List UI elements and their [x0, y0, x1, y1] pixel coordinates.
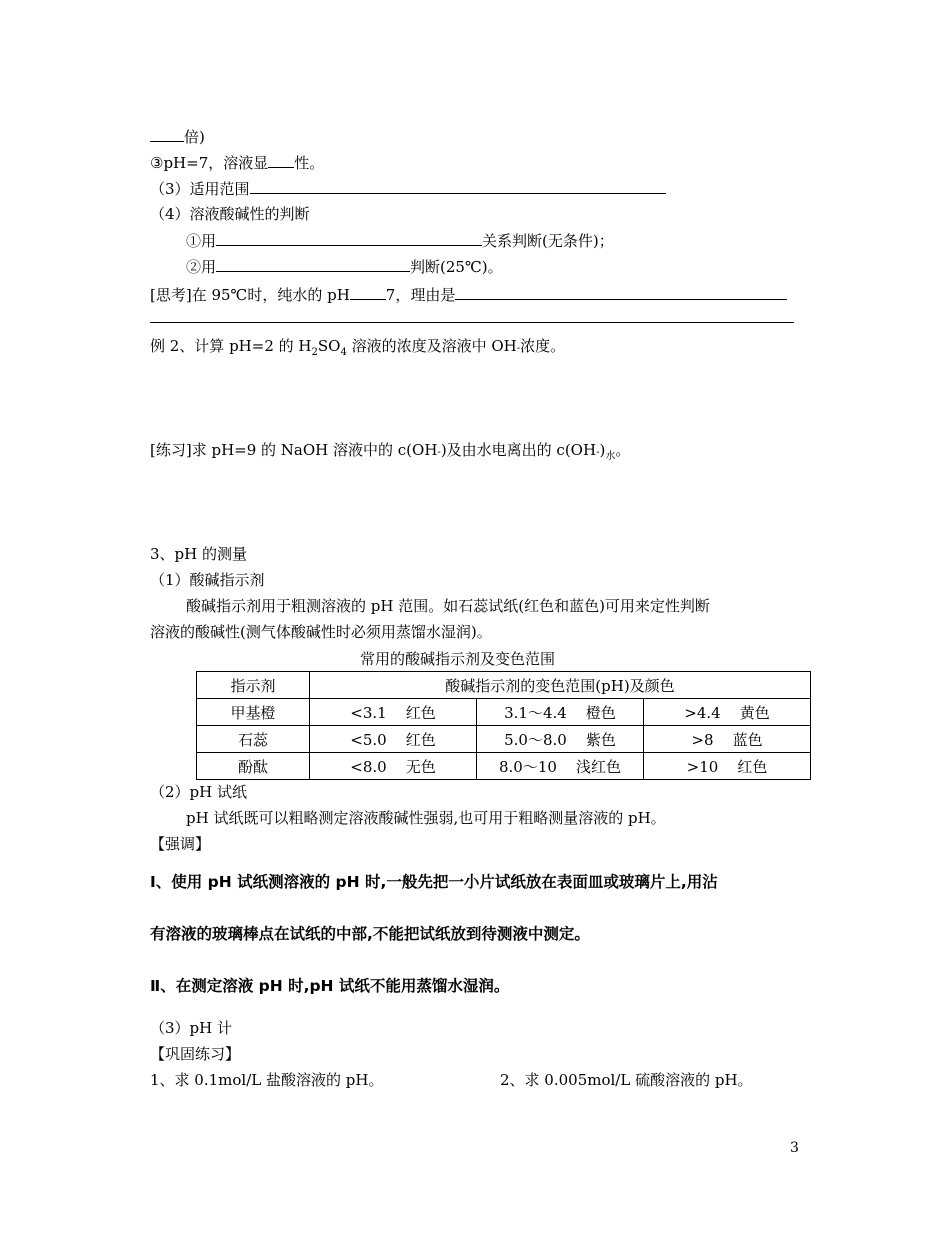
- section-3-heading: 3、pH 的测量: [150, 545, 247, 563]
- table-cell: 8.0～10 浅红色: [477, 753, 644, 780]
- emphasis-point-1a: Ⅰ、使用 pH 试纸测溶液的 pH 时,一般先把一小片试纸放在表面皿或玻璃片上,用沾: [150, 873, 718, 891]
- table-row: [197, 699, 811, 726]
- text: SO: [317, 337, 341, 355]
- subscript: 4: [340, 347, 347, 358]
- table-header-row: [197, 672, 811, 699]
- emphasis-point-2: Ⅱ、在测定溶液 pH 时,pH 试纸不能用蒸馏水湿润。: [150, 977, 510, 995]
- text: ①用: [186, 232, 217, 250]
- paragraph: 酸碱指示剂用于粗测溶液的 pH 范围。如石蕊试纸(红色和蓝色)可用来定性判断: [186, 597, 710, 615]
- section-heading: （4）溶液酸碱性的判断: [150, 205, 310, 223]
- table-cell: 甲基橙: [197, 699, 310, 726]
- table-cell: >10 红色: [644, 753, 811, 780]
- superscript: -: [516, 343, 521, 354]
- table-header-cell: 指示剂: [197, 672, 310, 699]
- blank-multiplier-line: [150, 126, 205, 147]
- text: 溶液的浓度及溶液中 OH: [346, 337, 517, 355]
- text: 性。: [294, 154, 325, 172]
- question-1: 1、求 0.1mol/L 盐酸溶液的 pH。: [150, 1071, 384, 1089]
- judgement-1-line: [186, 230, 614, 251]
- section-3-2-heading: （2）pH 试纸: [150, 783, 247, 801]
- practice: [练习]求 pH=9 的 NaOH 溶液中的 c(OH-)及由水电离出的 $c(OH-)_水$。: [150, 441, 631, 462]
- emphasis-point-1b: 有溶液的玻璃棒点在试纸的中部,不能把试纸放到待测液中测定。: [150, 925, 590, 943]
- fill-blank[interactable]: [150, 126, 184, 142]
- table-cell: 5.0～8.0 紫色: [477, 726, 644, 753]
- text: ): [599, 441, 606, 459]
- fill-blank[interactable]: [350, 284, 386, 300]
- text: 判断(25℃)。: [410, 258, 503, 276]
- text: （3）适用范围: [150, 180, 250, 198]
- table-row: [197, 726, 811, 753]
- consolidation-heading: 【巩固练习】: [150, 1045, 241, 1063]
- text: 例 2、计算 pH=2 的 H: [150, 337, 312, 355]
- judgement-2-line: [186, 256, 503, 277]
- applicable-range-line: [150, 178, 666, 199]
- text: [思考]在 95℃时，纯水的 pH: [150, 286, 350, 304]
- fill-blank[interactable]: [455, 284, 787, 300]
- table-cell: >4.4 黄色: [644, 699, 811, 726]
- fill-blank[interactable]: [268, 152, 294, 168]
- subscript: 2: [311, 347, 318, 358]
- table-cell: 酚酞: [197, 753, 310, 780]
- emphasis-heading: 【强调】: [150, 835, 211, 853]
- question-2: 2、求 0.005mol/L 硫酸溶液的 pH。: [500, 1071, 753, 1089]
- table-cell: 3.1～4.4 橙色: [477, 699, 644, 726]
- thinking-line: [150, 284, 787, 305]
- table-cell: <3.1 红色: [310, 699, 477, 726]
- text: 7，理由是: [385, 286, 456, 304]
- example-2: [150, 336, 565, 363]
- fill-blank[interactable]: [250, 178, 666, 194]
- table-cell: <5.0 红色: [310, 726, 477, 753]
- text: 浓度。: [520, 337, 566, 355]
- table-cell: 石蕊: [197, 726, 310, 753]
- text: )及由水电离出的 c(OH: [440, 441, 597, 459]
- table-row: [197, 753, 811, 780]
- answer-line[interactable]: [150, 322, 794, 323]
- text: ③pH=7，溶液显: [150, 154, 269, 172]
- text: [练习]求 pH=9 的 NaOH 溶液中的 c(OH: [150, 441, 438, 459]
- paragraph: pH 试纸既可以粗略测定溶液酸碱性强弱,也可用于粗略测量溶液的 pH。: [186, 809, 666, 827]
- table-caption: 常用的酸碱指示剂及变色范围: [360, 650, 556, 668]
- fill-blank[interactable]: [216, 230, 482, 246]
- subscript: 水: [605, 451, 616, 462]
- text: ②用: [186, 258, 217, 276]
- page-number: 3: [790, 1140, 799, 1156]
- section-3-3-heading: （3）pH 计: [150, 1019, 232, 1037]
- text: 关系判断(无条件)；: [482, 232, 614, 250]
- text: 倍): [184, 128, 205, 146]
- section-3-1-heading: （1）酸碱指示剂: [150, 571, 265, 589]
- text: 。: [615, 441, 631, 459]
- table-header-cell: 酸碱指示剂的变色范围(pH)及颜色: [310, 672, 811, 699]
- fill-blank[interactable]: [216, 256, 410, 272]
- table-cell: <8.0 无色: [310, 753, 477, 780]
- indicator-table: [196, 671, 811, 780]
- table-cell: >8 蓝色: [644, 726, 811, 753]
- paragraph: 溶液的酸碱性(测气体酸碱性时必须用蒸馏水湿润)。: [150, 623, 492, 641]
- ph7-line: [150, 152, 324, 173]
